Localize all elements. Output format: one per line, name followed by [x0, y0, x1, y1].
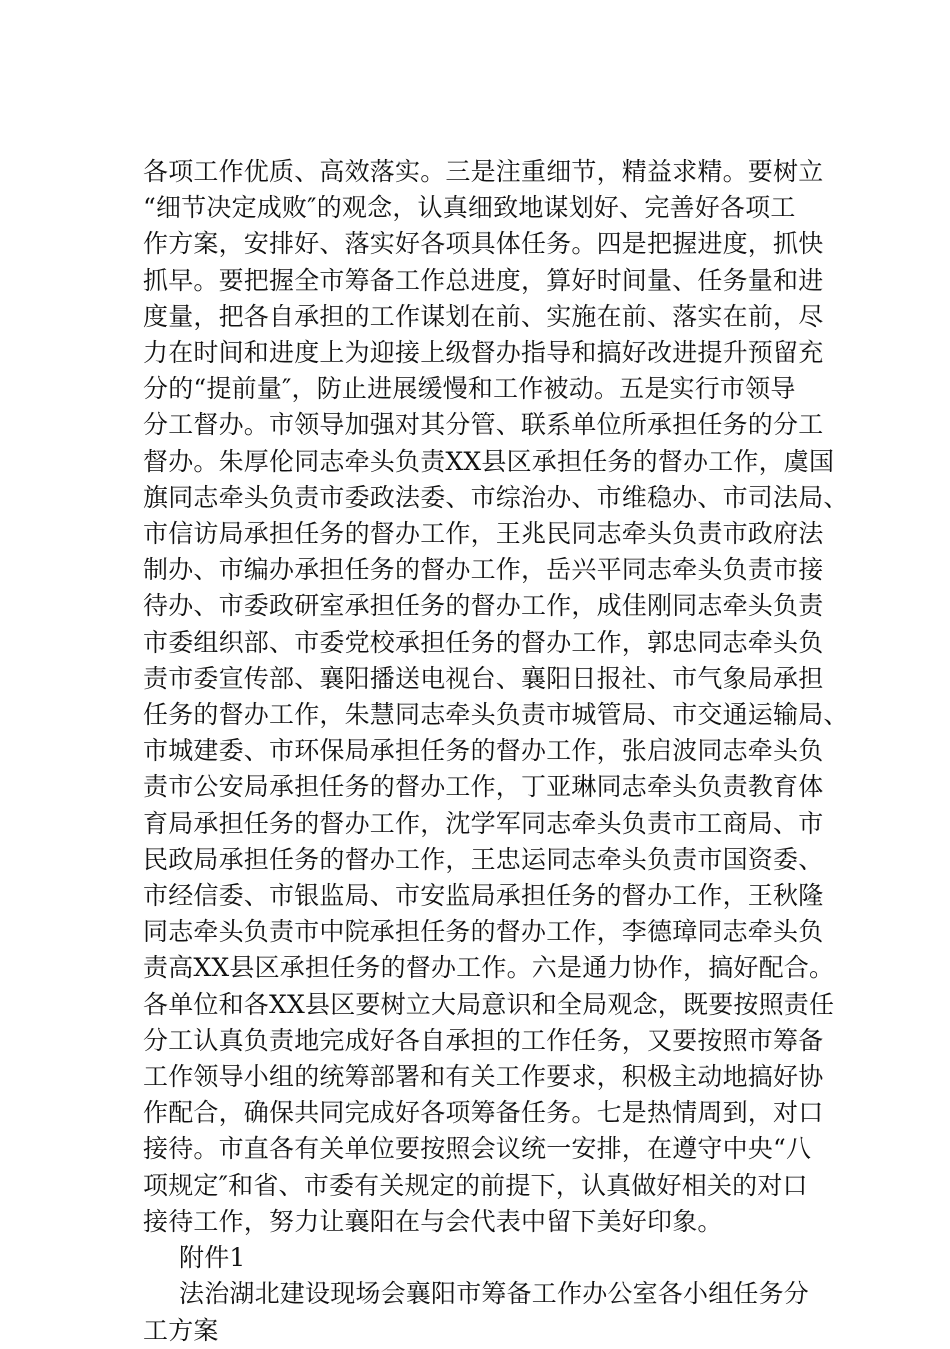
- attachment-title-line-1: 法治湖北建设现场会襄阳市筹备工作办公室各小组任务分: [179, 1279, 810, 1309]
- body-line: 市委组织部、市委党校承担任务的督办工作，郭忠同志牵头负: [143, 627, 824, 657]
- body-line: 市经信委、市银监局、市安监局承担任务的督办工作，王秋隆: [143, 881, 824, 911]
- body-line: 市信访局承担任务的督办工作，王兆民同志牵头负责市政府法: [143, 519, 824, 549]
- document-body: [143, 154, 849, 1349]
- body-line: 待办、市委政研室承担任务的督办工作，成佳刚同志牵头负责: [143, 591, 824, 621]
- attachment-title-line-2: 工方案: [143, 1315, 219, 1345]
- body-line: 力在时间和进度上为迎接上级督办指导和搞好改进提升预留充: [143, 338, 824, 368]
- body-line: 度量，把各自承担的工作谋划在前、实施在前、落实在前，尽: [143, 301, 824, 331]
- body-line: 市城建委、市环保局承担任务的督办工作，张启波同志牵头负: [143, 736, 824, 766]
- attachment-label: 附件1: [179, 1243, 246, 1273]
- body-line: 接待工作，努力让襄阳在与会代表中留下美好印象。: [143, 1206, 723, 1236]
- body-line: 各项工作优质、高效落实。三是注重细节，精益求精。要树立: [143, 157, 824, 186]
- body-line: 责高XX县区承担任务的督办工作。六是通力协作，搞好配合。: [143, 953, 835, 983]
- body-line: 任务的督办工作，朱慧同志牵头负责市城管局、市交通运输局、: [143, 700, 849, 730]
- body-line: 分工认真负责地完成好各自承担的工作任务，又要按照市筹备: [143, 1025, 824, 1055]
- body-line: 分的“提前量″，防止进展缓慢和工作被动。五是实行市领导: [143, 374, 796, 404]
- body-line: 督办。朱厚伦同志牵头负责XX县区承担任务的督办工作，虞国: [143, 446, 835, 476]
- body-line: 作配合，确保共同完成好各项筹备任务。七是热情周到，对口: [143, 1098, 824, 1128]
- body-line: 抓早。要把握全市筹备工作总进度，算好时间量、任务量和进: [143, 265, 824, 295]
- body-line: 同志牵头负责市中院承担任务的督办工作，李德璋同志牵头负: [143, 917, 824, 947]
- body-line: 责市公安局承担任务的督办工作，丁亚琳同志牵头负责教育体: [143, 772, 824, 802]
- body-line: 各单位和各XX县区要树立大局意识和全局观念，既要按照责任: [143, 989, 835, 1019]
- body-line: 制办、市编办承担任务的督办工作，岳兴平同志牵头负责市接: [143, 555, 824, 585]
- body-line: 工作领导小组的统筹部署和有关工作要求，积极主动地搞好协: [143, 1062, 824, 1092]
- body-line: “细节决定成败″的观念，认真细致地谋划好、完善好各项工: [143, 193, 796, 223]
- body-line: 项规定″和省、市委有关规定的前提下，认真做好相关的对口: [143, 1170, 808, 1200]
- body-line: 分工督办。市领导加强对其分管、联系单位所承担任务的分工: [143, 410, 824, 440]
- body-line: 责市委宣传部、襄阳播送电视台、襄阳日报社、市气象局承担: [143, 663, 824, 693]
- body-line: 作方案，安排好、落实好各项具体任务。四是把握进度，抓快: [143, 229, 824, 259]
- body-line: 接待。市直各有关单位要按照会议统一安排，在遵守中央“八: [143, 1134, 812, 1164]
- body-line: 育局承担任务的督办工作，沈学军同志牵头负责市工商局、市: [143, 808, 824, 838]
- body-line: 民政局承担任务的督办工作，王忠运同志牵头负责市国资委、: [143, 844, 824, 874]
- body-line: 旗同志牵头负责市委政法委、市综治办、市维稳办、市司法局、: [143, 482, 849, 512]
